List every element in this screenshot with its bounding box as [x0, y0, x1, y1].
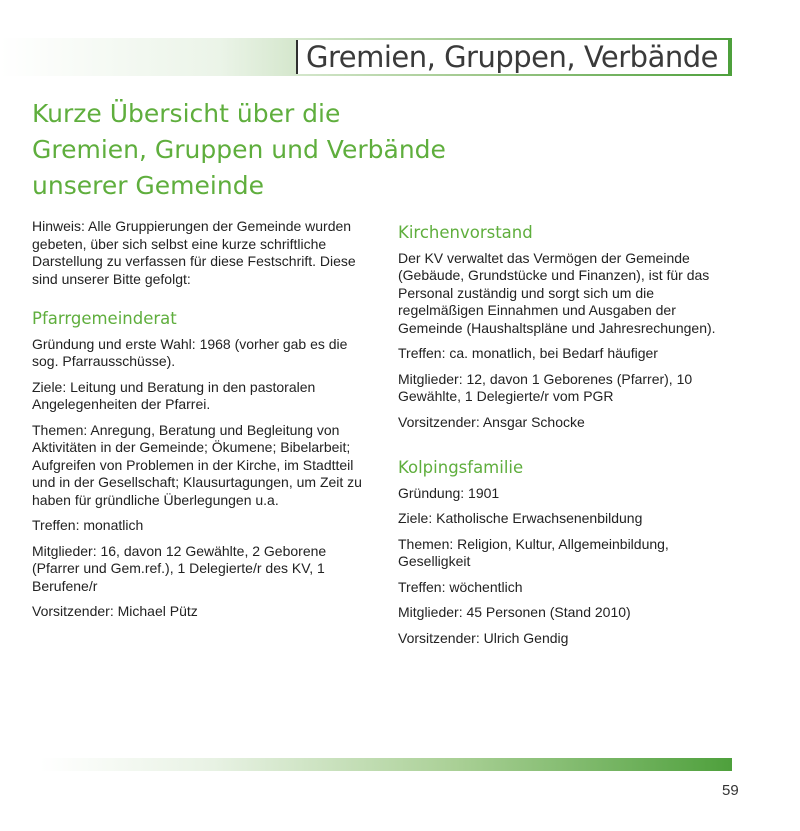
kirchenvorstand-treffen: Treffen: ca. monatlich, bei Bedarf häufiger [398, 345, 658, 361]
kolpingsfamilie-themen: Themen: Religion, Kultur, Allgemeinbildung, Geselligkeit [398, 535, 669, 569]
page-number: 59 [722, 782, 739, 799]
kolpingsfamilie-vorsitzender: Vorsitzender: Ulrich Gendig [398, 629, 569, 646]
pfarrgemeinderat-mitglieder: Mitglieder: 16, davon 12 Gewählte, 2 Geborene (Pfarrer und Gem.ref.), 1 Delegierte/r des KV, 1 Berufene/r [32, 542, 327, 594]
section-header-title: Gremien, Gruppen, Verbände [306, 40, 718, 74]
kolpingsfamilie-ziele: Ziele: Katholische Erwachsenenbildung [398, 510, 643, 526]
kirchenvorstand-beschreibung: Der KV verwaltet das Vermögen der Gemeinde (Gebäude, Grundstücke und Finanzen), ist für das Personal zuständig und sorgt sich um die regelmäßigen Einnahmen und Ausgaben der Gemeinde (Haushaltspläne und Jahresrechungen). [398, 249, 716, 336]
pfarrgemeinderat-treffen: Treffen: monatlich [32, 517, 144, 533]
pfarrgemeinderat-vorsitzender: Vorsitzender: Michael Pütz [32, 603, 198, 619]
pfarrgemeinderat-themen: Themen: Anregung, Beratung und Begleitung von Aktivitäten in der Gemeinde; Ökumene; Bibelarbeit; Aufgreifen von Problemen in der Kirche, im Stadtteil und in der Gesellschaft; Klausurtagungen, um Zeit zu haben für gründliche Überlegungen u.a. [32, 421, 362, 508]
header-title-box [296, 40, 728, 74]
pfarrgemeinderat-ziele: Ziele: Leitung und Beratung in den pastoralen Angelegenheiten der Pfarrei. [32, 378, 316, 412]
spacer [32, 288, 377, 310]
section-pfarrgemeinderat [32, 310, 377, 621]
header-bar-edge [728, 38, 732, 76]
section-kirchenvorstand [398, 224, 743, 431]
kirchenvorstand-mitglieder: Mitglieder: 12, davon 1 Geborenes (Pfarrer), 10 Gewählte, 1 Delegierte/r vom PGR [398, 370, 693, 404]
kolpingsfamilie-title: Kolpingsfamilie [398, 458, 524, 477]
kolpingsfamilie-mitglieder: Mitglieder: 45 Personen (Stand 2010) [398, 604, 631, 620]
intro-note: Hinweis: Alle Gruppierungen der Gemeinde wurden gebeten, über sich selbst eine kurze schriftliche Darstellung zu verfassen für diese Festschrift. Diese sind unserer Bitte gefolgt: [32, 218, 356, 287]
kirchenvorstand-title: Kirchenvorstand [398, 223, 533, 242]
left-column [32, 218, 377, 629]
pfarrgemeinderat-title: Pfarrgemeinderat [32, 309, 177, 328]
page-title-line-3: unserer Gemeinde [32, 171, 264, 200]
page-title-line-1: Kurze Übersicht über die [32, 99, 341, 128]
pfarrgemeinderat-gruendung: Gründung und erste Wahl: 1968 (vorher gab es die sog. Pfarrausschüsse). [32, 335, 348, 369]
right-column [398, 218, 743, 655]
page-title-line-2: Gremien, Gruppen und Verbände [32, 135, 446, 164]
spacer [398, 439, 743, 459]
section-kolpingsfamilie [398, 459, 743, 647]
footer-bar [40, 758, 732, 771]
kolpingsfamilie-treffen: Treffen: wöchentlich [398, 578, 523, 595]
kirchenvorstand-vorsitzender: Vorsitzender: Ansgar Schocke [398, 413, 585, 430]
page-title [32, 96, 552, 204]
kolpingsfamilie-gruendung: Gründung: 1901 [398, 484, 500, 501]
